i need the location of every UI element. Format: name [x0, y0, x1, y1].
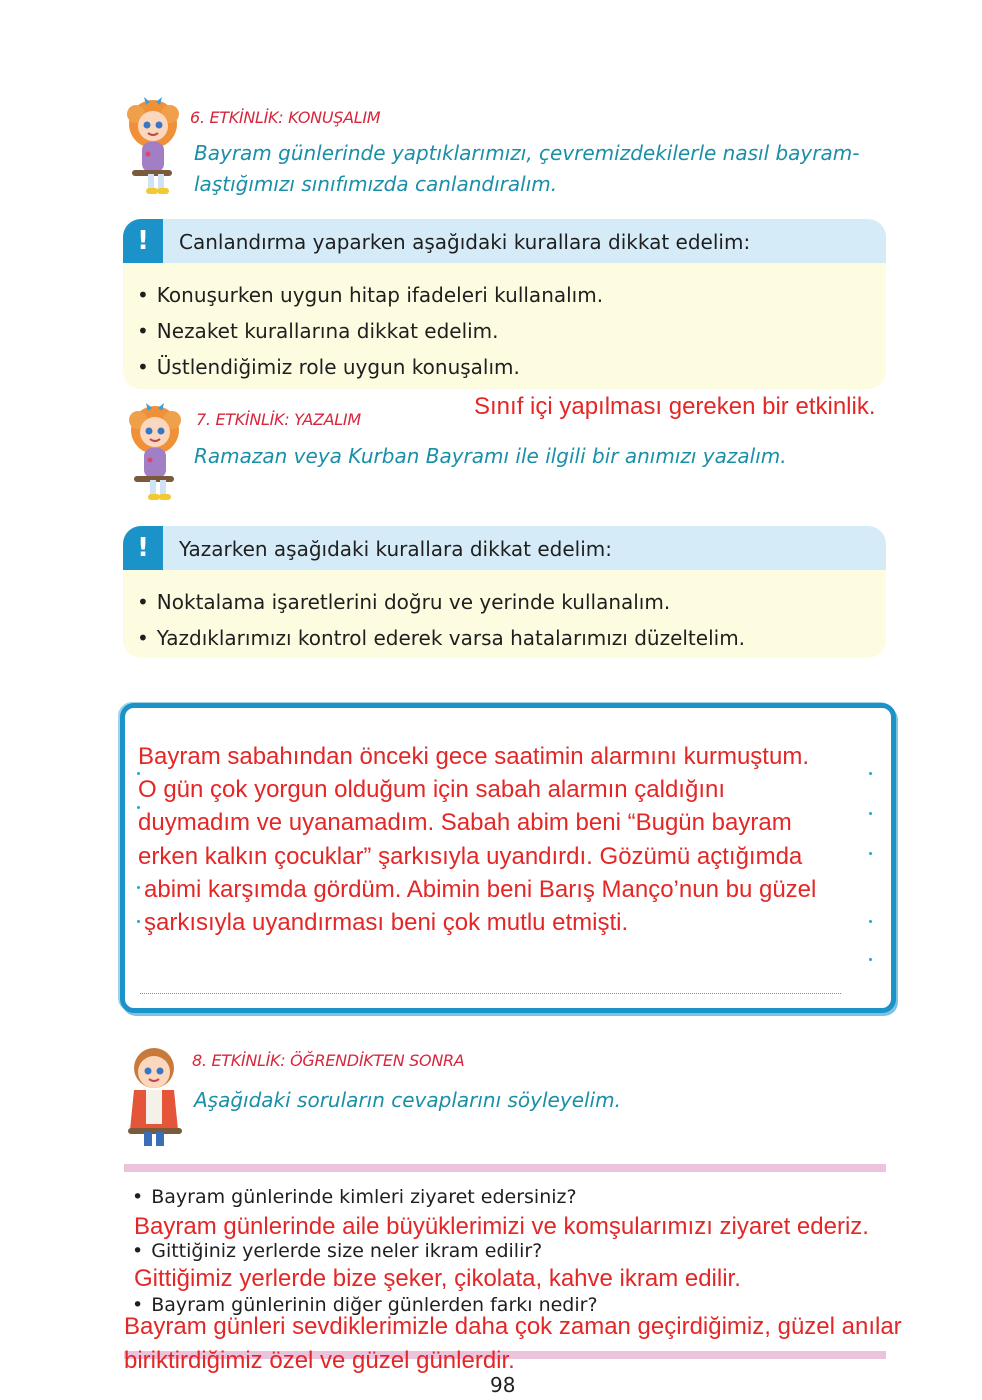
- dot-marker: [869, 920, 872, 923]
- questions-top-divider: [124, 1164, 886, 1172]
- rules-box-title: Canlandırma yaparken aşağıdaki kurallara dikkat edelim:: [179, 230, 751, 254]
- rule-item: • Üstlendiğimiz role uygun konuşalım.: [137, 349, 886, 385]
- activity6-instruction-line2: laştığımızı sınıfımızda canlandıralım.: [194, 172, 558, 196]
- activity8-title: 8. ETKİNLİK: ÖĞRENDİKTEN SONRA: [192, 1051, 465, 1070]
- memory-line: duymadım ve uyanamadım. Sabah abim beni “Bugün bayram: [138, 809, 792, 836]
- girl-character-icon: [124, 402, 186, 502]
- activity7-title: 7. ETKİNLİK: YAZALIM: [196, 410, 361, 429]
- dot-marker: [137, 920, 140, 923]
- exclamation-icon: !: [123, 526, 163, 570]
- writing-line: [140, 993, 841, 994]
- answer-text: biriktirdiğimiz özel ve güzel günlerdir.: [124, 1347, 515, 1374]
- rules-box-header: [123, 526, 886, 570]
- question-item: • Bayram günlerinin diğer günlerden farkı nedir?: [132, 1294, 598, 1316]
- memory-line: O gün çok yorgun olduğum için sabah alarmın çaldığını: [138, 776, 726, 803]
- rule-item: • Konuşurken uygun hitap ifadeleri kullanalım.: [137, 277, 886, 313]
- answer-text: Gittiğimiz yerlerde bize şeker, çikolata, kahve ikram edilir.: [134, 1265, 741, 1292]
- boy-character-icon: [122, 1040, 186, 1152]
- memory-line: şarkısıyla uyandırması beni çok mutlu etmişti.: [144, 909, 629, 936]
- answer-text: Bayram günlerinde aile büyüklerimizi ve komşularımızı ziyaret ederiz.: [134, 1213, 869, 1240]
- question-item: • Bayram günlerinde kimleri ziyaret edersiniz?: [132, 1186, 577, 1208]
- question-item: • Gittiğiniz yerlerde size neler ikram edilir?: [132, 1240, 542, 1262]
- rule-item: • Noktalama işaretlerini doğru ve yerinde kullanalım.: [137, 584, 886, 620]
- rule-item: • Yazdıklarımızı kontrol ederek varsa hatalarımızı düzeltelim.: [137, 620, 886, 656]
- rule-item: • Nezaket kurallarına dikkat edelim.: [137, 313, 886, 349]
- dot-marker: [869, 852, 872, 855]
- rules-list: [123, 263, 886, 385]
- dot-marker: [869, 772, 872, 775]
- memory-line: erken kalkın çocuklar” şarkısıyla uyandırdı. Gözümü açtığımda: [138, 843, 803, 870]
- dot-marker: [137, 886, 140, 889]
- girl-character-icon: [122, 96, 184, 196]
- activity7-instruction: Ramazan veya Kurban Bayramı ile ilgili bir anımızı yazalım.: [194, 444, 787, 468]
- rules-box-title: Yazarken aşağıdaki kurallara dikkat edelim:: [179, 537, 613, 561]
- memory-line: abimi karşımda gördüm. Abimin beni Barış Manço’nun bu güzel: [144, 876, 817, 903]
- activity7-teacher-note: Sınıf içi yapılması gereken bir etkinlik.: [474, 393, 876, 420]
- activity6-instruction-line1: Bayram günlerinde yaptıklarımızı, çevremizdekilerle nasıl bayram-: [194, 141, 860, 165]
- rules-box-header: [123, 219, 886, 263]
- answer-text: Bayram günleri sevdiklerimizle daha çok zaman geçirdiğimiz, güzel anılar: [124, 1313, 902, 1340]
- memory-line: Bayram sabahından önceki gece saatimin alarmını kurmuştum.: [138, 743, 809, 770]
- dot-marker: [869, 812, 872, 815]
- dot-marker: [869, 958, 872, 961]
- rules-box-writing: [123, 526, 886, 658]
- rules-list: [123, 570, 886, 656]
- rules-box-acting: [123, 219, 886, 389]
- activity6-title: 6. ETKİNLİK: KONUŞALIM: [190, 108, 381, 127]
- exclamation-icon: !: [123, 219, 163, 263]
- page-number: 98: [490, 1373, 516, 1397]
- activity8-instruction: Aşağıdaki soruların cevaplarını söyleyelim.: [194, 1088, 621, 1112]
